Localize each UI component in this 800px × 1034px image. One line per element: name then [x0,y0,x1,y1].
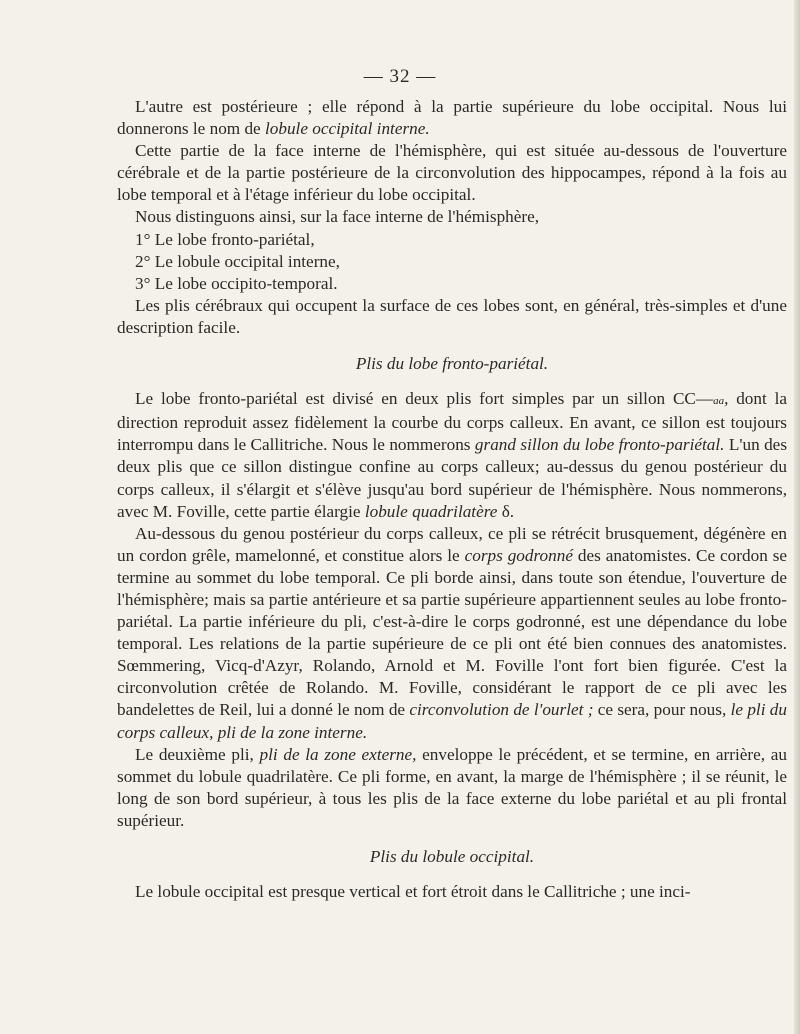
paragraph: Le lobule occipital est presque vertical et fort étroit dans le Callitriche ; une inci- [135,882,691,902]
italic-term: circonvolution de l'ourlet ; [409,700,594,720]
section-heading: Plis du lobule occipital. [369,847,535,866]
italic-term: lobule occipital interne. [264,119,430,139]
italic-term: grand sillon du lobe fronto-pariétal. [474,435,725,455]
body-text [117,96,787,903]
italic-term: corps godronné [464,545,573,565]
italic-term: pli de la zone externe, [259,744,417,764]
list-item: 1° Le lobe fronto-pariétal, [135,229,315,249]
list-item: 3° Le lobe occipito-temporal. [135,273,338,293]
page-number: — 32 — [363,66,437,87]
text-run: Le lobe fronto-pariétal est divisé en deux plis fort simples par un sillon CC— [135,389,714,409]
text-run: aa [713,395,725,408]
text-run: ce sera, pour nous, [593,700,731,720]
text-run: Au-dessous du genou postérieur du corps calleux, ce pli se rétrécit brusquement, dégénère en un cordon grêle, mamelonné, et constitue alors le [117,523,787,565]
paragraph [117,96,787,140]
list-item: 2° Le lobule occipital interne, [135,251,340,271]
text-run: des anatomistes. Ce cordon se termine au sommet du lobe temporal. Ce pli borde ainsi, dans toute son étendue, l'ouverture de l'hémisphère; mais sa partie antérieure et sa partie supérieure appartiennent seules au lobe fronto-pariétal. La partie inférieure du pli, c'est-à-dire le corps godronné, est une dépendance du lobe temporal. Les relations de la partie supérieure de ce pli ont été bien connues des anatomistes. Sœmmering, Vicq-d'Azyr, Rolando, Arnold et M. Foville l'ont fort bien figurée. C'est la circonvolution crêtée de Rolando. M. Foville, considérant le rapport de ce pli avec les bandelettes de Reil, lui a donné le nom de [117,545,788,720]
paragraph: Nous distinguons ainsi, sur la face interne de l'hémisphère, [135,207,540,227]
paragraph: Les plis cérébraux qui occupent la surface de ces lobes sont, en général, très-simples et d'une description facile. [117,295,787,337]
text-run: δ. [497,501,515,521]
page-edge [794,0,800,1034]
paragraph [117,388,787,523]
section-heading: Plis du lobe fronto-pariétal. [355,354,549,374]
text-run: L'autre est postérieure ; elle répond à la partie supérieure du lobe occipital. Nous lui donnerons le nom de [117,97,787,139]
paragraph [117,744,787,832]
paragraph [117,523,787,744]
italic-term: le pli du corps calleux, pli de la zone interne. [117,700,787,742]
italic-term: lobule quadrilatère [364,501,498,521]
text-run: , dont la direction reproduit assez fidèlement la courbe du corps calleux. En avant, ce sillon est toujours interrompu dans le Callitriche. Nous le nommerons [117,389,787,455]
text-run: enveloppe le précédent, et se termine, en arrière, au sommet du lobule quadrilatère. Ce pli forme, en avant, la marge de l'hémisphère ; il se réunit, le long de son bord supérieur, à tous les plis de la face externe du lobe pariétal et au pli frontal supérieur. [117,744,787,830]
paragraph: Cette partie de la face interne de l'hémisphère, qui est située au-dessous de l'ouverture cérébrale et de la partie postérieure de la circonvolution des hippocampes, répond à la fois au lobe temporal et à l'étage inférieur du lobe occipital. [117,141,787,205]
text-run: Le deuxième pli, [135,744,260,764]
text-run: L'un des deux plis que ce sillon distingue confine au corps calleux; au-dessus du genou postérieur du corps calleux, il s'élargit et s'élève jusqu'au bord supérieur de l'hémisphère. Nous nommerons, avec M. Foville, cette partie élargie [117,435,788,521]
